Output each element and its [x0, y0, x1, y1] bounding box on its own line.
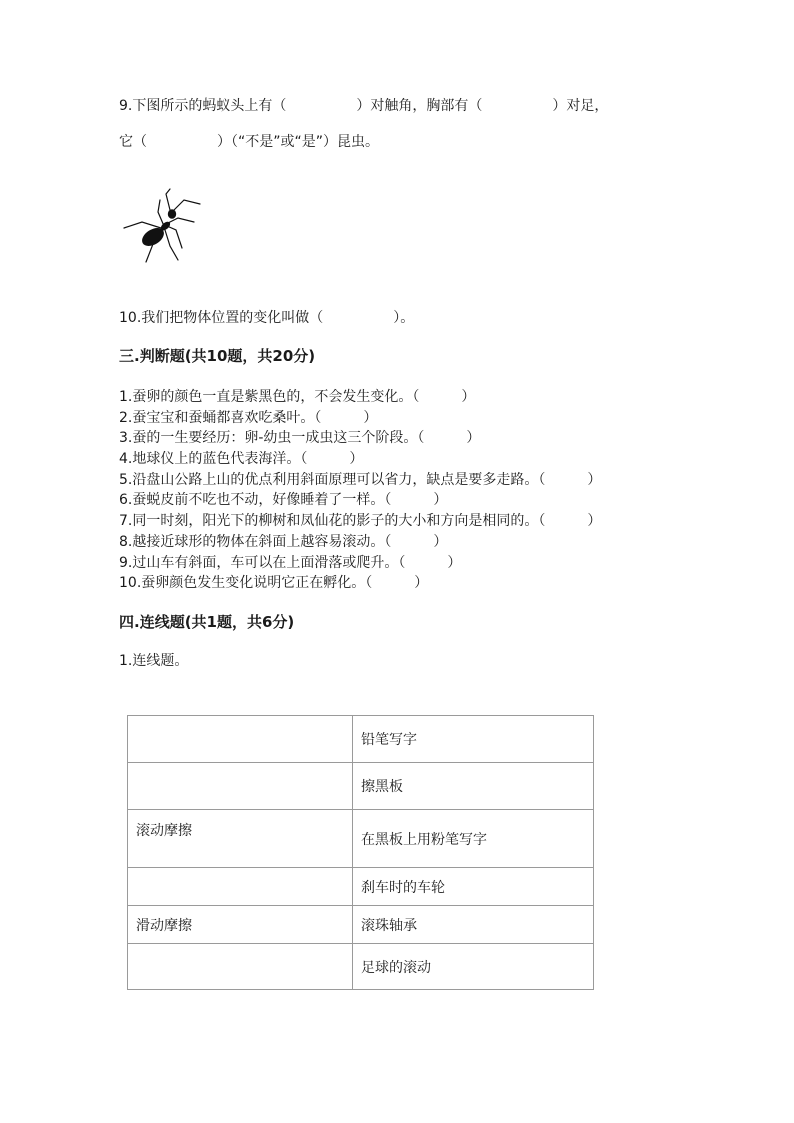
right-cell: 滚珠轴承	[353, 906, 594, 944]
ant-icon	[120, 186, 206, 266]
right-cell: 刹车时的车轮	[353, 868, 594, 906]
table-row	[128, 944, 594, 990]
list-item: 5.沿盘山公路上山的优点利用斜面原理可以省力，缺点是要多走路。（ ）	[119, 471, 602, 488]
list-item: 4.地球仪上的蓝色代表海洋。（ ）	[119, 451, 364, 468]
section-4-heading: 四.连线题(共1题，共6分)	[119, 613, 295, 631]
left-cell	[128, 763, 353, 810]
table-row	[128, 906, 594, 944]
judgement-list	[119, 387, 601, 594]
list-item: 2.蚕宝宝和蚕蛹都喜欢吃桑叶。（ ）	[119, 409, 378, 426]
table-row	[128, 763, 594, 810]
question-9-line-2: 它（ ）（“不是”或“是”）昆虫。	[119, 134, 380, 150]
list-item: 10.蚕卵颜色发生变化说明它正在孵化。（ ）	[119, 575, 429, 592]
table-row	[128, 868, 594, 906]
list-item: 3.蚕的一生要经历：卵-幼虫一成虫这三个阶段。（ ）	[119, 430, 481, 447]
question-10: 10.我们把物体位置的变化叫做（ ）。	[119, 310, 415, 326]
left-cell: 滚动摩擦	[128, 810, 353, 868]
matching-table	[127, 715, 594, 990]
list-item: 1.蚕卵的颜色一直是紫黑色的，不会发生变化。（ ）	[119, 389, 476, 405]
list-item: 8.越接近球形的物体在斜面上越容易滚动。（ ）	[119, 533, 448, 550]
matching-question: 1.连线题。	[119, 653, 189, 669]
list-item: 9.过山车有斜面，车可以在上面滑落或爬升。（ ）	[119, 554, 462, 571]
left-cell	[128, 868, 353, 906]
list-item: 6.蚕蜕皮前不吃也不动，好像睡着了一样。（ ）	[119, 492, 448, 509]
right-cell: 铅笔写字	[353, 716, 594, 763]
left-cell	[128, 716, 353, 763]
table-row	[128, 810, 594, 868]
question-9-line-1: 9.下图所示的蚂蚁头上有（ ）对触角，胸部有（ ）对足，	[119, 98, 609, 114]
right-cell: 足球的滚动	[353, 944, 594, 990]
right-cell: 在黑板上用粉笔写字	[353, 810, 594, 868]
table-row	[128, 716, 594, 763]
section-3-heading: 三.判断题(共10题，共20分)	[119, 347, 316, 365]
right-cell: 擦黑板	[353, 763, 594, 810]
left-cell: 滑动摩擦	[128, 906, 353, 944]
left-cell	[128, 944, 353, 990]
list-item: 7.同一时刻，阳光下的柳树和凤仙花的影子的大小和方向是相同的。（ ）	[119, 513, 602, 530]
